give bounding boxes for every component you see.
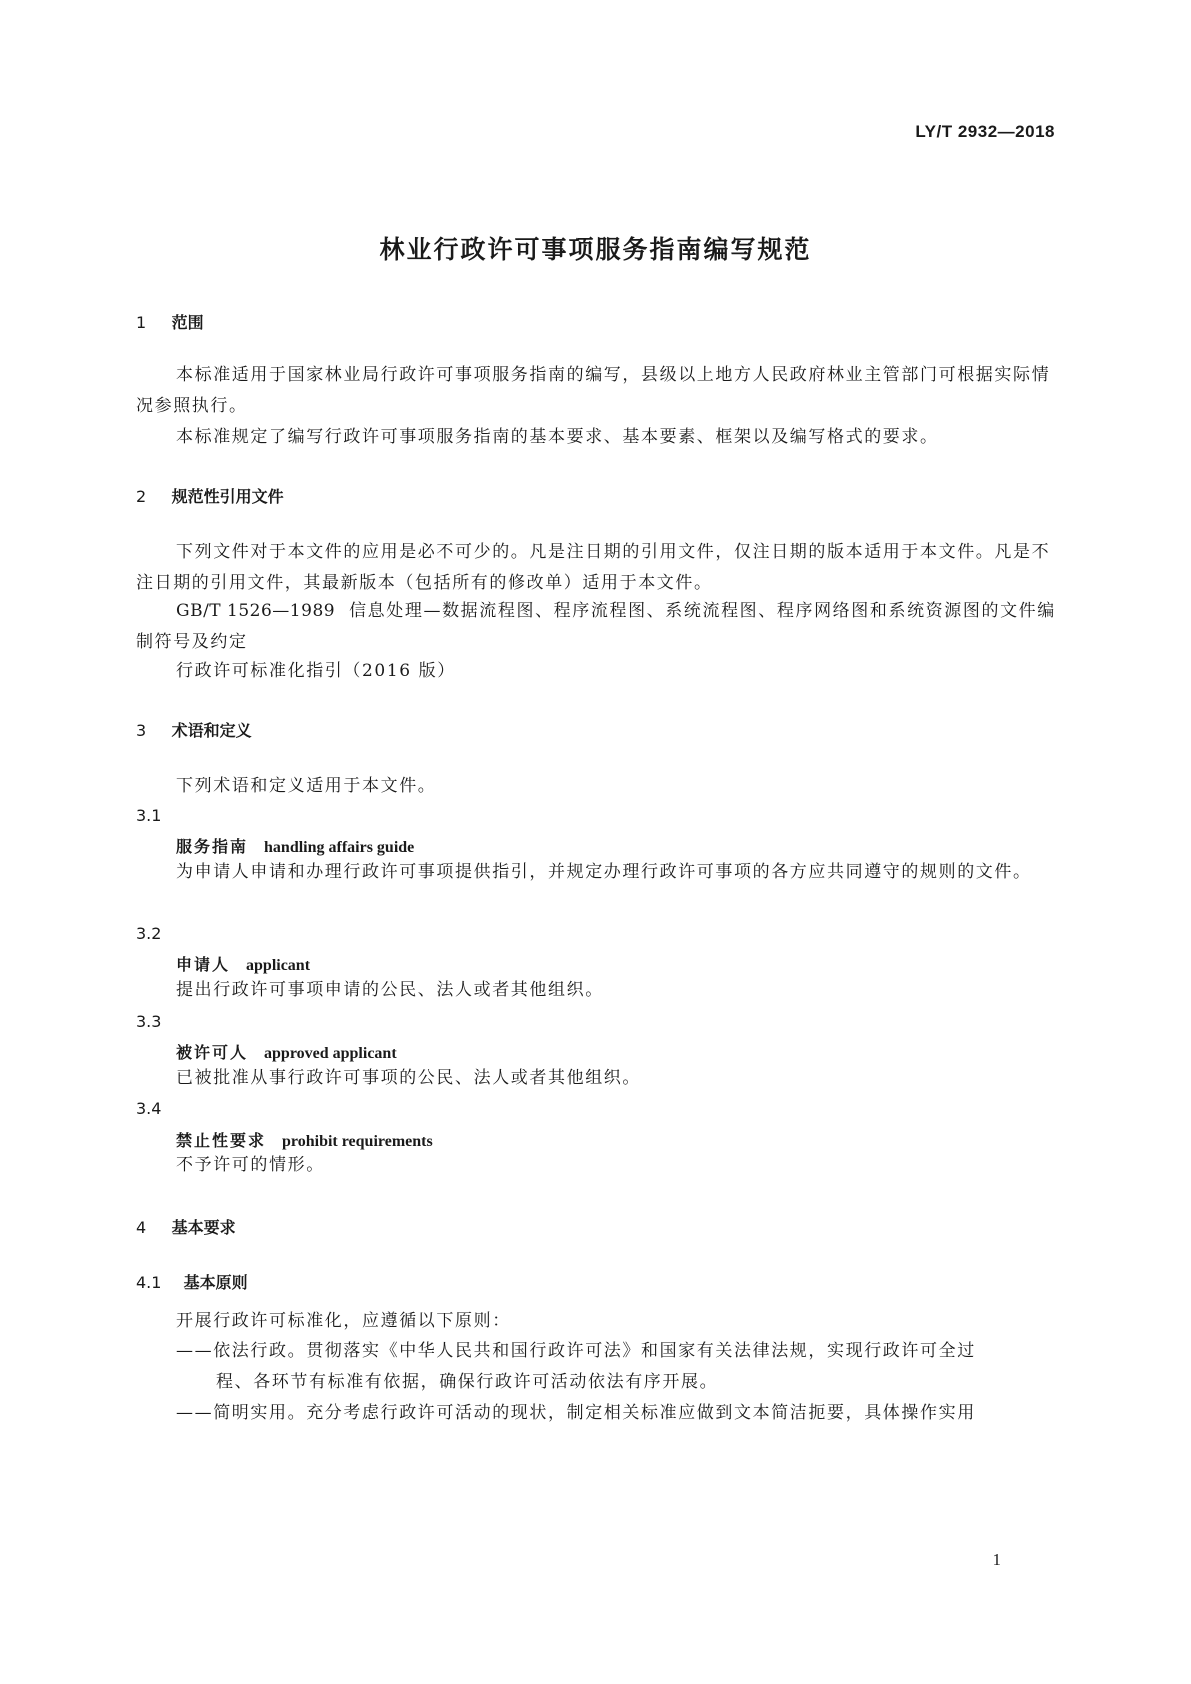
reference-title: 信息处理—数据流程图、程序流程图、系统流程图、程序网络图和系统资源图的文件编制符号及约定 <box>136 601 1056 652</box>
term-heading <box>176 952 310 975</box>
paragraph: 本标准规定了编写行政许可事项服务指南的基本要求、基本要素、框架以及编写格式的要求。 <box>176 427 939 447</box>
term-definition: 为申请人申请和办理行政许可事项提供指引，并规定办理行政许可事项的各方应共同遵守的规则的文件。 <box>176 862 1032 882</box>
section-number: 4 <box>136 1218 147 1237</box>
section-number: 4.1 <box>136 1273 162 1292</box>
term-number: 3.4 <box>136 1099 162 1118</box>
term-heading <box>176 1040 397 1063</box>
term-en: approved applicant <box>264 1045 397 1062</box>
paragraph: 下列术语和定义适用于本文件。 <box>176 776 437 796</box>
list-item-continuation: 程、各环节有标准有依据，确保行政许可活动依法有序开展。 <box>216 1372 719 1392</box>
term-heading <box>176 834 414 857</box>
section-title: 规范性引用文件 <box>171 487 284 506</box>
paragraph: 本标准适用于国家林业局行政许可事项服务指南的编写，县级以上地方人民政府林业主管部门可根据实际情况参照执行。 <box>136 365 1051 416</box>
section-title: 基本原则 <box>183 1273 248 1292</box>
term-heading <box>176 1128 433 1151</box>
term-definition: 已被批准从事行政许可事项的公民、法人或者其他组织。 <box>176 1068 641 1088</box>
term-definition: 提出行政许可事项申请的公民、法人或者其他组织。 <box>176 980 604 1000</box>
standard-code: LY/T 2932—2018 <box>915 122 1055 141</box>
term-number: 3.2 <box>136 924 162 943</box>
section-1-heading <box>136 310 204 333</box>
term-number: 3.1 <box>136 806 162 825</box>
section-4-heading <box>136 1215 236 1238</box>
section-3-heading <box>136 718 252 741</box>
paragraph: 下列文件对于本文件的应用是必不可少的。凡是注日期的引用文件，仅注日期的版本适用于本文件。凡是不注日期的引用文件，其最新版本（包括所有的修改单）适用于本文件。 <box>136 542 1051 593</box>
term-zh: 被许可人 <box>176 1043 249 1062</box>
term-zh: 禁止性要求 <box>176 1131 267 1150</box>
section-title: 基本要求 <box>171 1218 236 1237</box>
term-en: prohibit requirements <box>282 1133 433 1150</box>
section-title: 范围 <box>171 313 204 332</box>
page-number: 1 <box>992 1550 1001 1569</box>
document-title: 林业行政许可事项服务指南编写规范 <box>379 235 812 264</box>
section-4-1-heading <box>136 1270 248 1293</box>
term-zh: 申请人 <box>176 955 231 974</box>
term-en: applicant <box>246 957 311 974</box>
normative-reference: 行政许可标准化指引（2016 版） <box>176 661 456 681</box>
term-zh: 服务指南 <box>176 837 249 856</box>
section-number: 1 <box>136 313 147 332</box>
section-number: 3 <box>136 721 147 740</box>
list-item <box>136 1336 1096 1398</box>
list-item: ——简明实用。充分考虑行政许可活动的现状，制定相关标准应做到文本简洁扼要，具体操作实用 <box>176 1403 976 1423</box>
paragraph: 开展行政许可标准化，应遵循以下原则： <box>176 1311 511 1331</box>
section-number: 2 <box>136 487 147 506</box>
list-item-line: ——依法行政。贯彻落实《中华人民共和国行政许可法》和国家有关法律法规，实现行政许可全过 <box>176 1341 976 1361</box>
section-title: 术语和定义 <box>171 721 252 740</box>
reference-code: GB/T 1526—1989 <box>176 601 336 621</box>
term-en: handling affairs guide <box>264 839 415 856</box>
normative-reference <box>136 596 1056 658</box>
section-2-heading <box>136 484 284 507</box>
term-number: 3.3 <box>136 1012 162 1031</box>
term-definition: 不予许可的情形。 <box>176 1155 325 1175</box>
